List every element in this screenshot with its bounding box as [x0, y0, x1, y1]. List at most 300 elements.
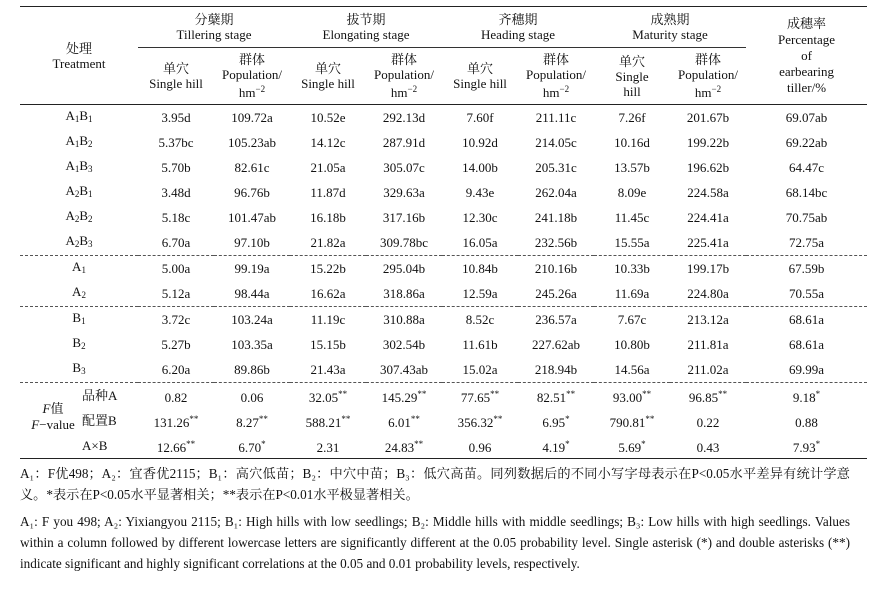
stage-cn: 拔节期: [346, 12, 386, 27]
significance-mark: **: [410, 413, 420, 424]
label-subscript: 2: [74, 239, 80, 249]
value-cell: 11.87d: [310, 185, 346, 200]
table-row: [20, 105, 867, 131]
table-row: [20, 180, 867, 205]
single-cn: 单穴: [619, 53, 646, 69]
significance-mark: **: [186, 438, 196, 449]
header-row-2: [20, 48, 867, 105]
population-header: [670, 48, 746, 105]
pop-en: Population/: [526, 67, 586, 82]
f-letter: F: [42, 401, 51, 416]
significance-mark: **: [258, 413, 268, 424]
table-row: [20, 230, 867, 256]
f-value: 131.26: [153, 414, 190, 430]
value-cell: 218.94b: [534, 362, 578, 377]
label-subscript: 2: [88, 139, 93, 149]
label-letter: B: [79, 133, 89, 148]
label-letter: A: [65, 108, 75, 123]
f-value: 77.65: [460, 389, 491, 405]
header-row-1: [20, 7, 867, 48]
f-value-cell: [746, 433, 867, 459]
f-value: 2.31: [316, 439, 340, 455]
f-value-cell: [366, 433, 442, 459]
significance-mark: *: [261, 438, 266, 449]
single-cn: 单穴: [314, 61, 341, 76]
table-row: [20, 383, 867, 409]
f-value-cell: [442, 383, 518, 409]
footnote-cn-text: A₁：F优498；A₂：宜香优2115；B₁：高穴低苗；B₂：中穴中苗；B₃：低穴高苗。同列数据后的不同小写字母表示在P<0.05水平差异有统计学意义。*表示在P<0.05水平显著相关；**表示在P<0.01水平极显著相关。: [20, 466, 850, 502]
population-header: [366, 48, 442, 105]
treatment-cell: [20, 130, 138, 155]
value-cell: 14.12c: [310, 135, 346, 150]
f-value-cell: [442, 433, 518, 459]
treatment-cell: [20, 357, 138, 383]
value-cell: 103.35a: [231, 337, 273, 352]
footnote-en-text: A₁: F you 498; A₂: Yixiangyou 2115; B₁: High hills with low seedlings; B₂: Middle hills with middle seedlings; B₃: Low hills with high seedlings. Values within a column followed by different lowercase letters are significantly different at the 0.05 probability level. Single asterisk (*) and double asterisks (**) indicate significant and highly significant correlations at the 0.05 and 0.01 probability levels, respectively.: [20, 514, 850, 571]
value-cell: 224.80a: [687, 286, 729, 301]
f-value-cell: [518, 383, 594, 409]
significance-mark: *: [815, 438, 821, 449]
value-cell: 224.41a: [687, 210, 729, 225]
table-row: [20, 357, 867, 383]
label-letter: B: [72, 310, 82, 325]
value-cell: 7.60f: [466, 110, 494, 125]
pop-exp: −2: [559, 84, 570, 94]
table-row: [20, 256, 867, 282]
value-cell: 10.84b: [442, 256, 518, 282]
f-value-cell: [746, 383, 867, 409]
f-value: 82.51: [536, 389, 567, 405]
single-hill-header: [594, 48, 670, 105]
f-source-name: 配置B: [82, 413, 117, 428]
value-cell: 16.05a: [462, 235, 498, 250]
value-cell: 70.55a: [789, 286, 825, 301]
footnote-cn: [20, 463, 850, 505]
label-letter: B: [79, 208, 89, 223]
data-table: [20, 6, 867, 459]
value-cell: 98.44a: [234, 286, 270, 301]
value-cell: 287.91d: [382, 135, 426, 150]
single-en-b: hill: [623, 83, 641, 99]
value-cell: 14.00b: [462, 160, 498, 175]
label-subscript: 2: [74, 214, 80, 224]
rate-header-en-2: of: [801, 47, 812, 63]
f-value: 8.27: [236, 414, 259, 430]
value-cell: 64.47c: [789, 160, 825, 175]
label-letter: A: [72, 259, 82, 274]
f-value: 0.06: [240, 389, 264, 405]
f-value: 96.85: [688, 389, 719, 405]
significance-mark: **: [645, 413, 655, 424]
label-letter: A: [65, 233, 75, 248]
treatment-cell: [20, 180, 138, 205]
table-row: [20, 130, 867, 155]
value-cell: 8.52c: [442, 307, 518, 333]
value-cell: 7.67c: [594, 307, 670, 333]
value-cell: 11.69a: [614, 286, 650, 301]
pop-exp: −2: [255, 84, 266, 94]
f-label-cell: [20, 408, 138, 433]
f-value-cell: [594, 408, 670, 433]
significance-mark: **: [642, 388, 652, 399]
label-subscript: 2: [88, 214, 93, 224]
value-cell: 69.22ab: [785, 135, 828, 150]
label-letter: B: [79, 233, 89, 248]
rate-header-en-1: Percentage: [778, 31, 836, 47]
f-value-cell: [214, 383, 290, 409]
value-cell: 3.95d: [161, 110, 191, 125]
f-value: 4.19: [542, 439, 566, 455]
value-cell: 199.22b: [686, 135, 730, 150]
significance-mark: **: [718, 388, 728, 399]
rate-header: [746, 7, 867, 105]
value-cell: 241.18b: [534, 210, 578, 225]
value-cell: 8.09e: [617, 185, 647, 200]
single-cn: 单穴: [162, 61, 189, 76]
value-cell: 11.19c: [290, 307, 366, 333]
value-cell: 5.37bc: [158, 135, 194, 150]
f-value-cell: [138, 383, 214, 409]
significance-mark: **: [338, 388, 348, 399]
f-value-cell: [518, 433, 594, 459]
pop-unit-line: [670, 82, 746, 100]
single-hill-header: [138, 48, 214, 105]
f-value-cell: [746, 408, 867, 433]
f-value-cell: [518, 408, 594, 433]
f-value-cell: [290, 433, 366, 459]
pop-unit: hm: [694, 85, 712, 100]
significance-mark: **: [417, 388, 427, 399]
f-value-cell: [138, 408, 214, 433]
significance-mark: *: [565, 438, 570, 449]
single-hill-header: [290, 48, 366, 105]
value-cell: 199.17b: [670, 256, 746, 282]
value-cell: 224.58a: [687, 185, 729, 200]
label-subscript: 1: [74, 139, 80, 149]
value-cell: 210.16b: [518, 256, 594, 282]
significance-mark: *: [641, 438, 646, 449]
label-letter: A: [65, 208, 75, 223]
label-subscript: 2: [81, 290, 86, 300]
f-value-cell: [594, 433, 670, 459]
value-cell: 329.63a: [383, 185, 425, 200]
significance-mark: **: [566, 388, 576, 399]
stage-header-maturity: [594, 7, 746, 48]
value-cell: 72.75a: [789, 235, 825, 250]
value-cell: 7.26f: [618, 110, 646, 125]
f-value: 0.22: [696, 414, 720, 430]
label-letter: B: [72, 360, 82, 375]
treatment-header: [20, 7, 138, 105]
treatment-cell: [20, 155, 138, 180]
treatment-cell: [20, 105, 138, 131]
f-value: 6.70: [238, 439, 262, 455]
value-cell: 109.72a: [231, 110, 273, 125]
pop-en: Population/: [222, 67, 282, 82]
label-subscript: 1: [88, 189, 93, 199]
population-header: [518, 48, 594, 105]
value-cell: 211.81a: [687, 337, 729, 352]
f-label-cell: [20, 433, 138, 459]
label-letter: B: [79, 108, 89, 123]
f-value-cell: [290, 383, 366, 409]
f-value: 0.43: [696, 439, 720, 455]
value-cell: 295.04b: [366, 256, 442, 282]
stage-cn: 分蘖期: [194, 12, 234, 27]
value-cell: 10.92d: [462, 135, 498, 150]
value-cell: 317.16b: [382, 210, 426, 225]
value-cell: 6.20a: [161, 362, 191, 377]
significance-mark: *: [815, 388, 821, 399]
value-cell: 68.61a: [789, 337, 825, 352]
f-value: 9.18: [792, 389, 816, 405]
table-row: [20, 433, 867, 459]
f-source-name: 品种A: [82, 388, 118, 403]
value-cell: 232.56b: [534, 235, 578, 250]
label-subscript: 3: [81, 366, 86, 376]
value-cell: 15.22b: [290, 256, 366, 282]
treatment-cell: [20, 256, 138, 282]
f-value: 93.00: [612, 389, 643, 405]
single-en: Single hill: [301, 76, 355, 91]
value-cell: 11.61b: [462, 337, 498, 352]
f-value: 0.96: [468, 439, 492, 455]
table-row: [20, 281, 867, 307]
value-cell: 70.75ab: [785, 210, 828, 225]
table-row: [20, 205, 867, 230]
treatment-cell: [20, 281, 138, 307]
f-value-cell: [214, 408, 290, 433]
pop-exp: −2: [407, 84, 418, 94]
stage-en: Elongating stage: [322, 27, 410, 42]
value-cell: 68.61a: [746, 307, 867, 333]
stage-en: Maturity stage: [632, 27, 708, 42]
value-cell: 213.12a: [670, 307, 746, 333]
f-value: 0.82: [164, 389, 188, 405]
f-suffix: 值: [50, 401, 64, 416]
value-cell: 67.59b: [746, 256, 867, 282]
stage-en: Heading stage: [481, 27, 556, 42]
pop-cn: 群体: [695, 52, 722, 67]
value-cell: 16.18b: [310, 210, 346, 225]
value-cell: 262.04a: [535, 185, 577, 200]
label-subscript: 3: [88, 164, 93, 174]
stage-header-tillering: [138, 7, 290, 48]
value-cell: 5.00a: [138, 256, 214, 282]
significance-mark: **: [414, 438, 424, 449]
value-cell: 214.05c: [535, 135, 577, 150]
value-cell: 105.23ab: [227, 135, 277, 150]
f-value-cell: [366, 383, 442, 409]
pop-unit-line: [518, 82, 594, 100]
stage-cn: 成熟期: [650, 12, 690, 27]
value-cell: 5.70b: [161, 160, 191, 175]
treatment-cell: [20, 307, 138, 333]
value-cell: 318.86a: [383, 286, 425, 301]
stage-header-elongating: [290, 7, 442, 48]
f-source-name: A×B: [82, 438, 108, 453]
value-cell: 12.30c: [462, 210, 498, 225]
value-cell: 5.12a: [161, 286, 191, 301]
f-value: 6.95: [542, 414, 566, 430]
stage-cn: 齐穗期: [498, 12, 538, 27]
f-value-cell: [670, 433, 746, 459]
label-subscript: 3: [88, 239, 93, 249]
pop-cn: 群体: [238, 52, 265, 67]
footnote-en: [20, 511, 850, 574]
f-value: 12.66: [156, 439, 187, 455]
rate-header-cn: 成穗率: [787, 15, 827, 31]
f-value-cell: [670, 383, 746, 409]
value-cell: 196.62b: [686, 160, 730, 175]
stage-header-heading: [442, 7, 594, 48]
f-suffix: −value: [39, 417, 75, 432]
value-cell: 10.33b: [594, 256, 670, 282]
value-cell: 5.18c: [161, 210, 191, 225]
value-cell: 16.62a: [310, 286, 346, 301]
value-cell: 21.05a: [310, 160, 346, 175]
f-value-cell: [366, 408, 442, 433]
significance-mark: **: [493, 413, 503, 424]
label-letter: A: [65, 133, 75, 148]
value-cell: 97.10b: [234, 235, 270, 250]
table-row: [20, 307, 867, 333]
label-subscript: 1: [88, 114, 93, 124]
pop-cn: 群体: [391, 52, 418, 67]
label-subscript: 1: [81, 316, 86, 326]
value-cell: 245.26a: [535, 286, 577, 301]
pop-unit: hm: [542, 85, 560, 100]
label-letter: B: [72, 335, 82, 350]
significance-mark: *: [565, 413, 570, 424]
label-letter: A: [65, 183, 75, 198]
value-cell: 310.88a: [366, 307, 442, 333]
f-value: 32.05: [308, 389, 339, 405]
value-cell: 205.31c: [535, 160, 577, 175]
label-letter: A: [72, 284, 82, 299]
f-value: 588.21: [305, 414, 342, 430]
f-value-cell: [442, 408, 518, 433]
value-cell: 68.14bc: [785, 185, 828, 200]
single-hill-header: [442, 48, 518, 105]
value-cell: 305.07c: [383, 160, 425, 175]
f-value-cell: [290, 408, 366, 433]
f-value: 145.29: [381, 389, 418, 405]
rate-header-en-3: earbearing: [779, 63, 834, 79]
value-cell: 15.15b: [310, 337, 346, 352]
label-letter: A: [65, 158, 75, 173]
value-cell: 9.43e: [465, 185, 495, 200]
single-en: Single hill: [453, 76, 507, 91]
pop-en: Population/: [678, 67, 738, 82]
population-header: [214, 48, 290, 105]
pop-unit-line: [366, 82, 442, 100]
treatment-cell: [20, 205, 138, 230]
significance-mark: **: [189, 413, 199, 424]
pop-cn: 群体: [543, 52, 570, 67]
f-value: 790.81: [609, 414, 646, 430]
value-cell: 5.27b: [161, 337, 191, 352]
f-value: 24.83: [384, 439, 415, 455]
f-letter: F: [31, 417, 40, 432]
value-cell: 225.41a: [687, 235, 729, 250]
value-cell: 11.45c: [614, 210, 650, 225]
label-subscript: 1: [81, 265, 86, 275]
treatment-header-cn: 处理: [65, 40, 92, 56]
value-cell: 82.61c: [234, 160, 270, 175]
label-subscript: 2: [74, 189, 80, 199]
single-cn: 单穴: [467, 61, 494, 76]
treatment-header-en: Treatment: [52, 55, 106, 71]
significance-mark: **: [490, 388, 500, 399]
value-cell: 201.67b: [686, 110, 730, 125]
label-subscript: 1: [74, 164, 80, 174]
value-cell: 99.19a: [214, 256, 290, 282]
f-value: 6.01: [388, 414, 411, 430]
value-cell: 101.47ab: [227, 210, 277, 225]
table-row: [20, 408, 867, 433]
value-cell: 96.76b: [234, 185, 270, 200]
f-value-cell: [594, 383, 670, 409]
value-cell: 302.54b: [382, 337, 426, 352]
f-value: 0.88: [795, 414, 818, 430]
value-cell: 10.16d: [614, 135, 650, 150]
value-cell: 211.11c: [535, 110, 577, 125]
table-row: [20, 332, 867, 357]
f-value: 356.32: [457, 414, 494, 430]
f-value: 5.69: [618, 439, 642, 455]
f-value-cell: [670, 408, 746, 433]
treatment-cell: [20, 230, 138, 256]
pop-exp: −2: [711, 84, 722, 94]
value-cell: 21.43a: [310, 362, 346, 377]
table-row: [20, 155, 867, 180]
single-en-a: Single: [615, 68, 649, 84]
single-en: Single hill: [149, 76, 203, 91]
label-subscript: 2: [81, 341, 86, 351]
value-cell: 292.13d: [382, 110, 426, 125]
f-value-cell: [214, 433, 290, 459]
table-body: [20, 7, 867, 459]
value-cell: 236.57a: [518, 307, 594, 333]
significance-mark: **: [341, 413, 351, 424]
value-cell: 13.57b: [614, 160, 650, 175]
value-cell: 307.43ab: [379, 362, 429, 377]
label-subscript: 1: [74, 114, 80, 124]
label-letter: B: [79, 183, 89, 198]
value-cell: 10.80b: [614, 337, 650, 352]
pop-unit-line: [214, 82, 290, 100]
value-cell: 10.52e: [310, 110, 346, 125]
value-cell: 89.86b: [234, 362, 270, 377]
treatment-cell: [20, 332, 138, 357]
value-cell: 12.59a: [462, 286, 498, 301]
value-cell: 15.55a: [614, 235, 650, 250]
rate-header-en-4: tiller/%: [787, 79, 827, 95]
value-cell: 69.99a: [789, 362, 825, 377]
value-cell: 211.02a: [687, 362, 729, 377]
f-value: 7.93: [792, 439, 816, 455]
f-value-cell: [138, 433, 214, 459]
value-cell: 3.48d: [161, 185, 191, 200]
value-cell: 14.56a: [614, 362, 650, 377]
label-letter: B: [79, 158, 89, 173]
value-cell: 103.24a: [214, 307, 290, 333]
pop-unit: hm: [390, 85, 408, 100]
value-cell: 6.70a: [161, 235, 191, 250]
value-cell: 309.78bc: [379, 235, 429, 250]
pop-en: Population/: [374, 67, 434, 82]
